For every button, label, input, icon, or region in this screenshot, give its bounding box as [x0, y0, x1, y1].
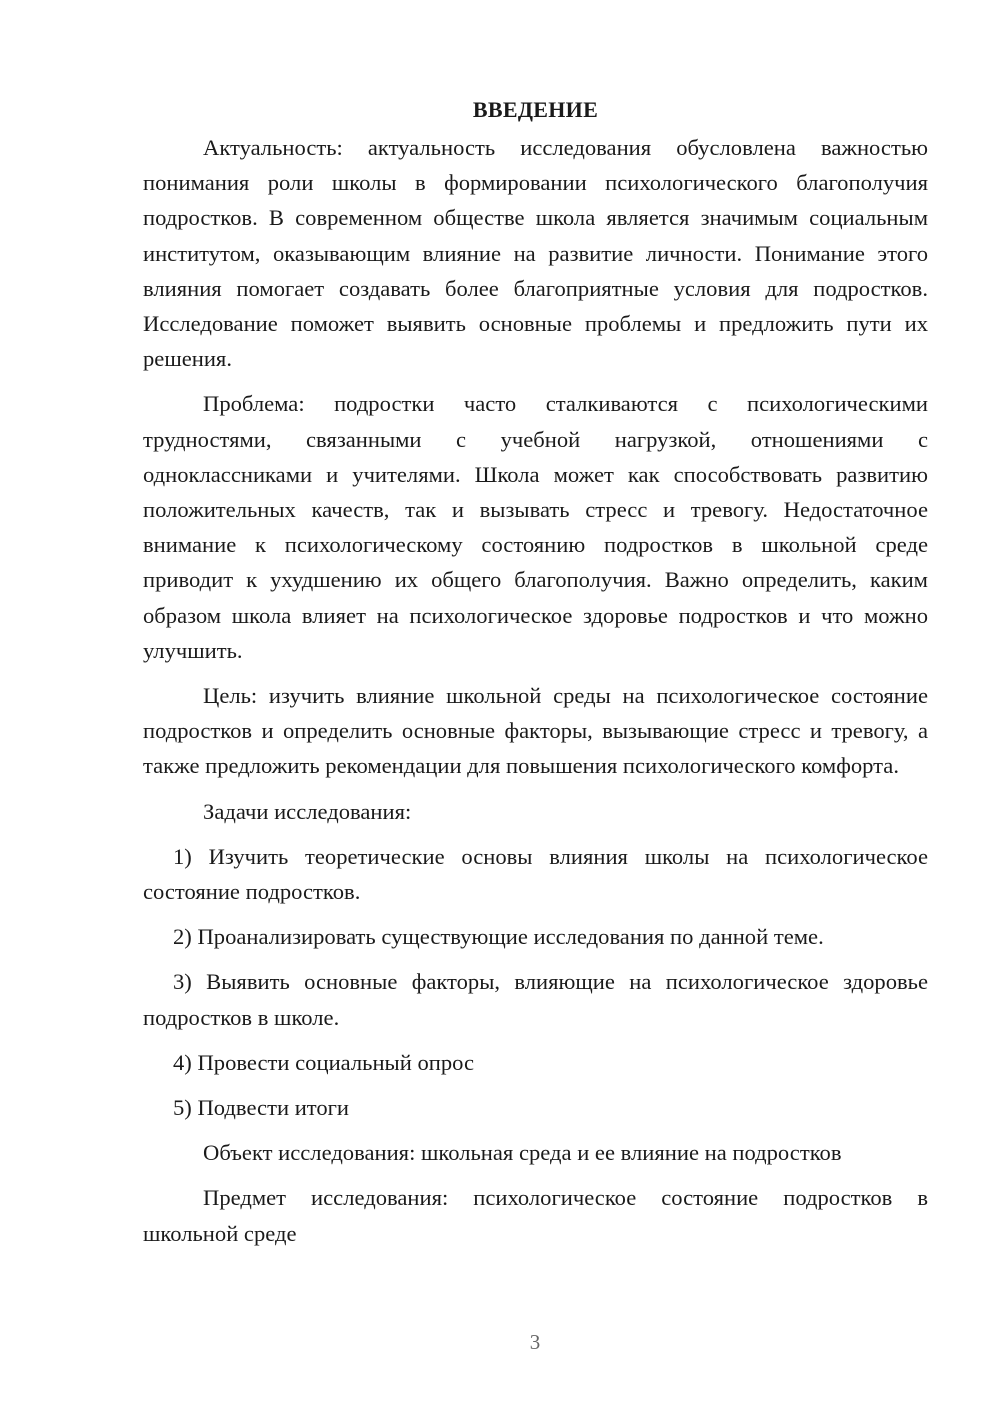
document-page: [143, 90, 928, 1261]
page-number: 3: [529, 1330, 541, 1354]
paragraph-goal: Цель: изучить влияние школьной среды на психологическое состояние подростков и определить основные факторы, вызывающие стресс и тревогу, а также предложить рекомендации для повышения психологического комфорта.: [143, 683, 928, 779]
paragraph-problem: Проблема: подростки часто сталкиваются с психологическими трудностями, связанными с учебной нагрузкой, отношениями с одноклассниками и учителями. Школа может как способствовать развитию положительных качеств, так и вызывать стресс и тревогу. Недостаточное внимание к психологическому состоянию подростков в школьной среде приводит к ухудшению их общего благополучия. Важно определить, каким образом школа влияет на психологическое здоровье подростков и что можно улучшить.: [143, 391, 928, 663]
task-item-5: 5) Подвести итоги: [173, 1095, 350, 1121]
task-item-3: 3) Выявить основные факторы, влияющие на психологическое здоровье подростков в школе.: [143, 969, 928, 1030]
task-item-2: 2) Проанализировать существующие исследования по данной теме.: [173, 924, 824, 950]
task-item-1: 1) Изучить теоретические основы влияния школы на психологическое состояние подростков.: [143, 843, 928, 905]
paragraph-object: Объект исследования: школьная среда и ее влияние на подростков: [203, 1140, 842, 1166]
paragraph-relevance: Актуальность: актуальность исследования обусловлена важностью понимания роли школы в формировании психологического благополучия подростков. В современном обществе школа является значимым социальным институтом, оказывающим влияние на развитие личности. Понимание этого влияния помогает создавать более благоприятные условия для подростков. Исследование поможет выявить основные проблемы и предложить пути их решения.: [143, 135, 928, 372]
page-title: ВВЕДЕНИЕ: [472, 97, 599, 122]
task-item-4: 4) Провести социальный опрос: [173, 1049, 475, 1075]
paragraph-subject: Предмет исследования: психологическое состояние подростков в школьной среде: [143, 1185, 928, 1246]
paragraph-tasks-heading: Задачи исследования:: [203, 798, 412, 824]
